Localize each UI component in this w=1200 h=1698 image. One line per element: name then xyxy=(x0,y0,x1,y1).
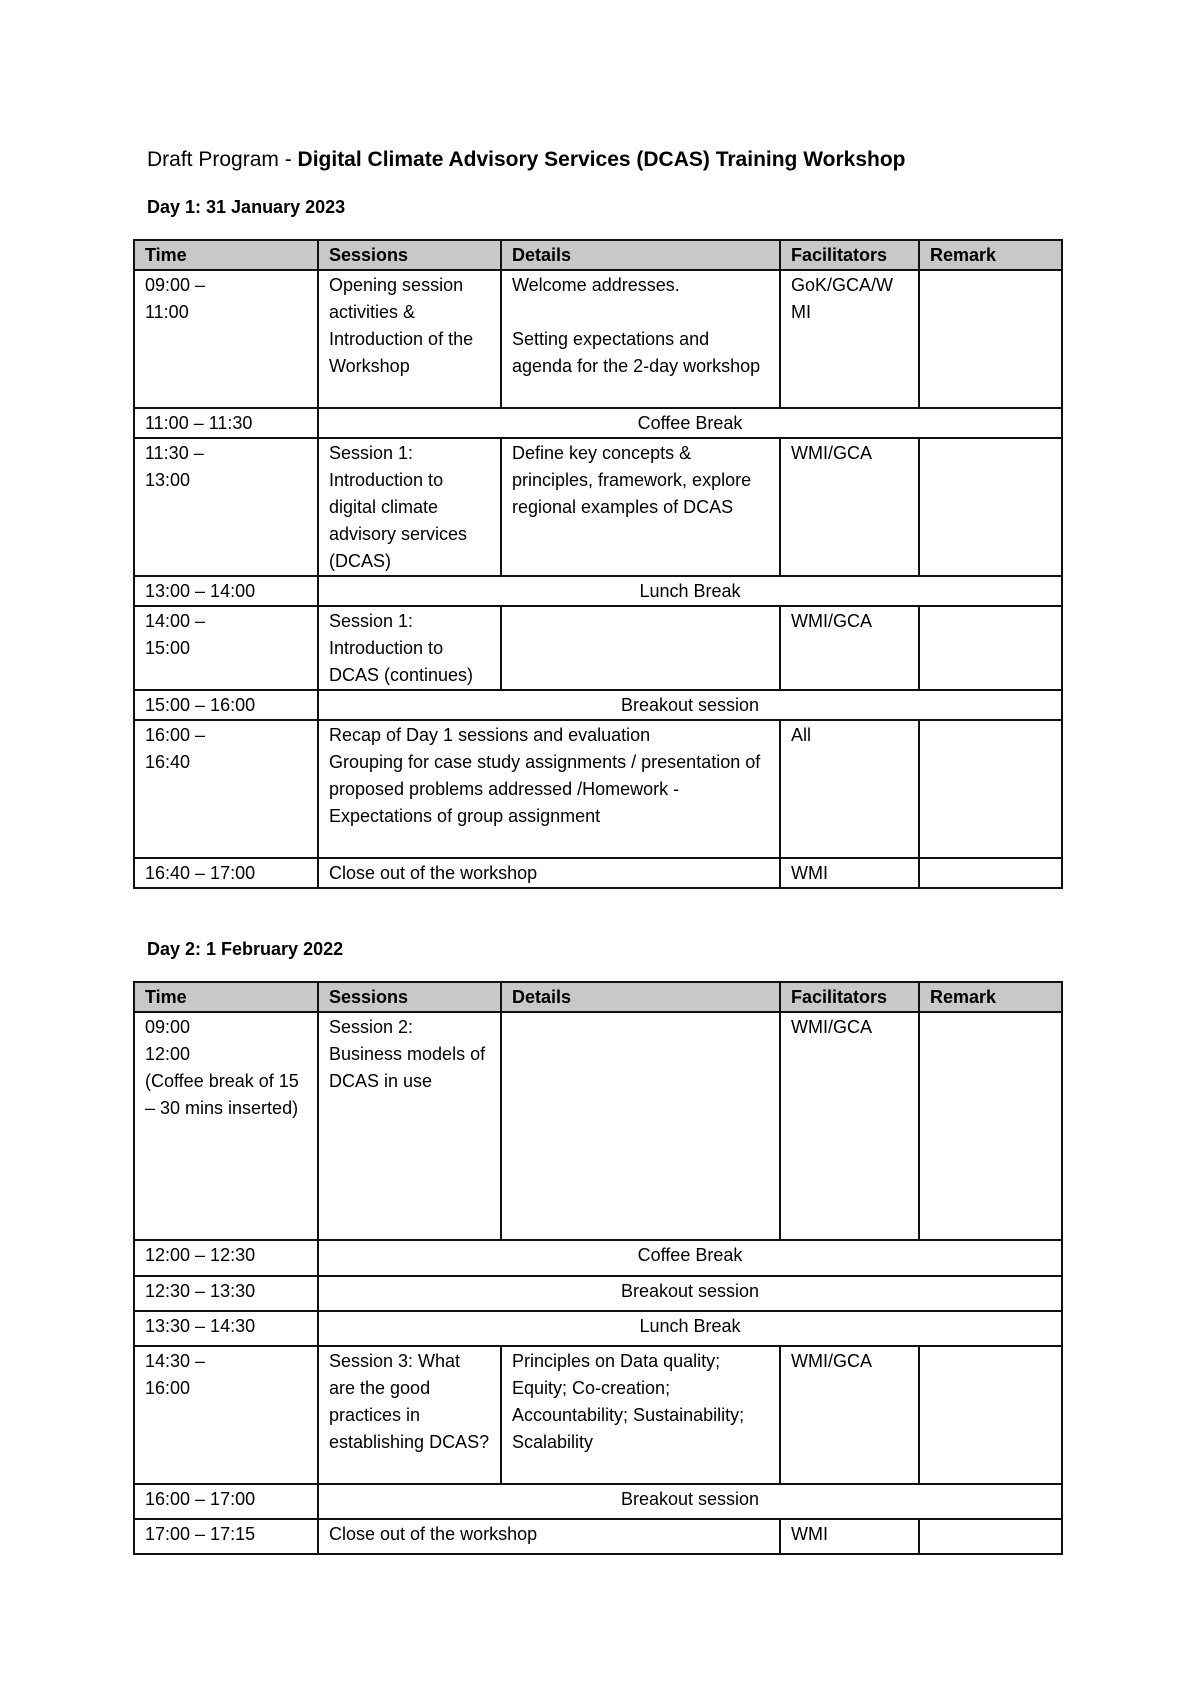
time-cell: 13:00 – 14:00 xyxy=(134,576,318,606)
title-prefix: Draft Program - xyxy=(147,148,298,171)
break-cell: Lunch Break xyxy=(318,576,1062,606)
details-cell: Principles on Data quality; Equity; Co-creation; Accountability; Sustainability; Scalability xyxy=(501,1346,780,1484)
time-cell: 12:00 – 12:30 xyxy=(134,1240,318,1276)
column-header-details: Details xyxy=(501,982,780,1012)
break-cell: Coffee Break xyxy=(318,1240,1062,1276)
time-cell: 15:00 – 16:00 xyxy=(134,690,318,720)
column-header-details: Details xyxy=(501,240,780,270)
remark-cell xyxy=(919,270,1062,408)
time-cell: 11:30 – 13:00 xyxy=(134,438,318,576)
table-row xyxy=(134,1276,1062,1311)
facilitators-cell: All xyxy=(780,720,919,858)
details-cell: Welcome addresses. Setting expectations and agenda for the 2-day workshop xyxy=(501,270,780,408)
details-cell: Define key concepts & principles, framework, explore regional examples of DCAS xyxy=(501,438,780,576)
session-cell: Session 3: What are the good practices in establishing DCAS? xyxy=(318,1346,501,1484)
time-cell: 09:00 – 11:00 xyxy=(134,270,318,408)
table-row xyxy=(134,408,1062,438)
session-cell: Session 1: Introduction to DCAS (continues) xyxy=(318,606,501,690)
facilitators-cell: WMI/GCA xyxy=(780,438,919,576)
session-cell: Opening session activities & Introduction of the Workshop xyxy=(318,270,501,408)
facilitators-cell: WMI xyxy=(780,1519,919,1554)
time-cell: 11:00 – 11:30 xyxy=(134,408,318,438)
break-cell: Lunch Break xyxy=(318,1311,1062,1346)
table-header-row xyxy=(134,982,1062,1012)
table-header-row xyxy=(134,240,1062,270)
time-cell: 09:00 12:00 (Coffee break of 15 – 30 mins inserted) xyxy=(134,1012,318,1240)
column-header-remark: Remark xyxy=(919,982,1062,1012)
remark-cell xyxy=(919,1012,1062,1240)
column-header-remark: Remark xyxy=(919,240,1062,270)
time-cell: 16:00 – 17:00 xyxy=(134,1484,318,1519)
day1-schedule-table xyxy=(133,239,1063,889)
table-row xyxy=(134,576,1062,606)
table-row xyxy=(134,1519,1062,1554)
remark-cell xyxy=(919,1346,1062,1484)
table-row xyxy=(134,1311,1062,1346)
day2-heading: Day 2: 1 February 2022 xyxy=(147,939,344,959)
document-title xyxy=(147,148,906,172)
column-header-facilitators: Facilitators xyxy=(780,240,919,270)
time-cell: 16:00 – 16:40 xyxy=(134,720,318,858)
break-cell: Coffee Break xyxy=(318,408,1062,438)
table-row xyxy=(134,1012,1062,1240)
column-header-time: Time xyxy=(134,982,318,1012)
table-row xyxy=(134,720,1062,858)
day1-heading: Day 1: 31 January 2023 xyxy=(147,197,346,217)
remark-cell xyxy=(919,1519,1062,1554)
table-row xyxy=(134,1346,1062,1484)
session-details-cell: Close out of the workshop xyxy=(318,858,780,888)
title-bold: Digital Climate Advisory Services (DCAS) Training Workshop xyxy=(297,148,906,171)
column-header-facilitators: Facilitators xyxy=(780,982,919,1012)
time-cell: 13:30 – 14:30 xyxy=(134,1311,318,1346)
table-row xyxy=(134,690,1062,720)
table-row xyxy=(134,606,1062,690)
table-row xyxy=(134,1484,1062,1519)
details-cell xyxy=(501,1012,780,1240)
break-cell: Breakout session xyxy=(318,1276,1062,1311)
session-details-cell: Recap of Day 1 sessions and evaluation Grouping for case study assignments / presentation of proposed problems addressed /Homework -Expectations of group assignment xyxy=(318,720,780,858)
break-cell: Breakout session xyxy=(318,1484,1062,1519)
facilitators-cell: WMI xyxy=(780,858,919,888)
time-cell: 14:30 – 16:00 xyxy=(134,1346,318,1484)
column-header-time: Time xyxy=(134,240,318,270)
facilitators-cell: WMI/GCA xyxy=(780,1012,919,1240)
details-cell xyxy=(501,606,780,690)
time-cell: 12:30 – 13:30 xyxy=(134,1276,318,1311)
day2-schedule-table xyxy=(133,981,1063,1555)
session-cell: Session 1: Introduction to digital climate advisory services (DCAS) xyxy=(318,438,501,576)
facilitators-cell: GoK/GCA/W MI xyxy=(780,270,919,408)
remark-cell xyxy=(919,438,1062,576)
table-row xyxy=(134,438,1062,576)
session-details-cell: Close out of the workshop xyxy=(318,1519,780,1554)
facilitators-cell: WMI/GCA xyxy=(780,606,919,690)
break-cell: Breakout session xyxy=(318,690,1062,720)
column-header-sessions: Sessions xyxy=(318,240,501,270)
table-row xyxy=(134,1240,1062,1276)
column-header-sessions: Sessions xyxy=(318,982,501,1012)
time-cell: 14:00 – 15:00 xyxy=(134,606,318,690)
table-row xyxy=(134,270,1062,408)
remark-cell xyxy=(919,720,1062,858)
facilitators-cell: WMI/GCA xyxy=(780,1346,919,1484)
time-cell: 17:00 – 17:15 xyxy=(134,1519,318,1554)
remark-cell xyxy=(919,858,1062,888)
session-cell: Session 2: Business models of DCAS in use xyxy=(318,1012,501,1240)
time-cell: 16:40 – 17:00 xyxy=(134,858,318,888)
table-row xyxy=(134,858,1062,888)
remark-cell xyxy=(919,606,1062,690)
